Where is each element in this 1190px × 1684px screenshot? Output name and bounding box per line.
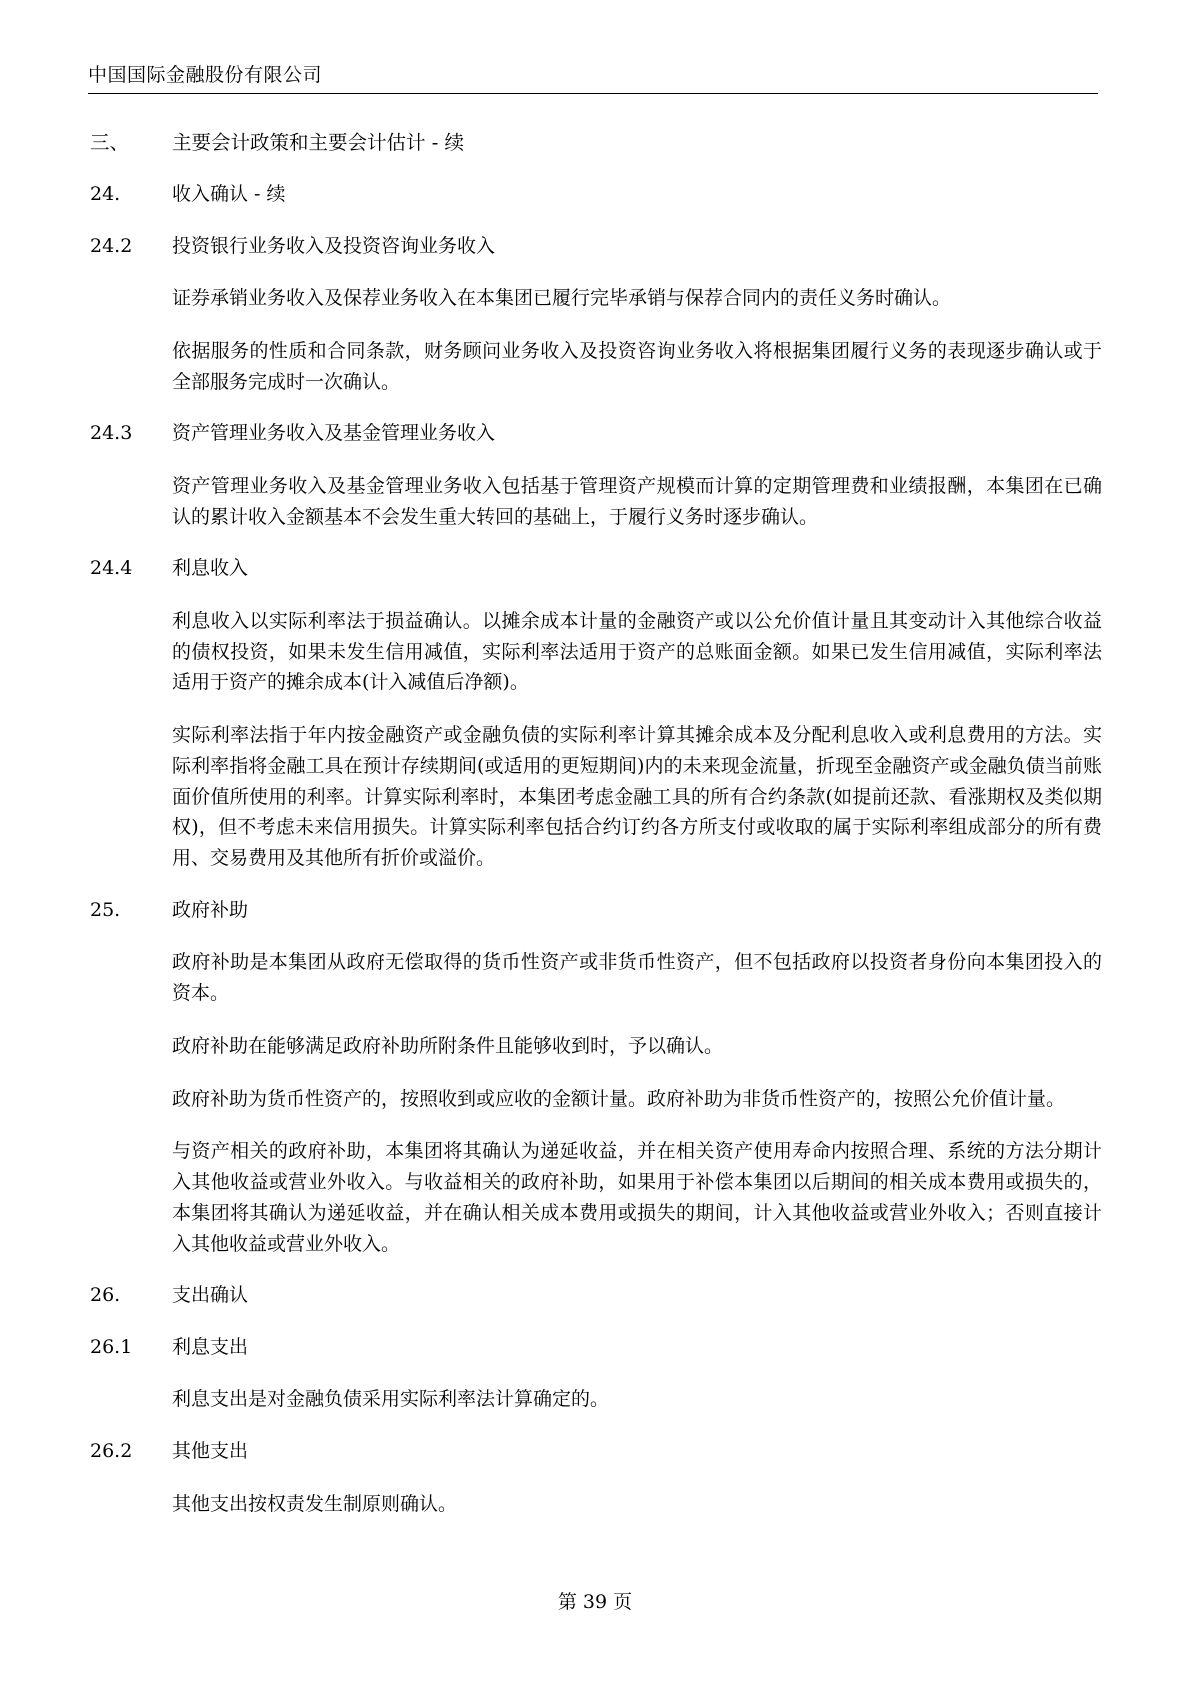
item-title: 其他支出 bbox=[172, 1440, 249, 1463]
item-title: 利息收入 bbox=[172, 557, 249, 580]
item-title: 资产管理业务收入及基金管理业务收入 bbox=[172, 422, 496, 445]
item-heading-24-2 bbox=[90, 232, 1100, 261]
paragraph: 证券承销业务收入及保荐业务收入在本集团已履行完毕承销与保荐合同内的责任义务时确认。 bbox=[172, 287, 952, 310]
item-title: 收入确认 - 续 bbox=[172, 183, 286, 206]
item-heading-25 bbox=[90, 896, 1100, 925]
item-title: 支出确认 bbox=[172, 1284, 249, 1307]
item-heading-24 bbox=[90, 180, 1100, 209]
item-title: 政府补助 bbox=[172, 898, 249, 921]
item-heading-24-3 bbox=[90, 419, 1100, 448]
paragraph: 其他支出按权责发生制原则确认。 bbox=[172, 1492, 458, 1515]
item-number: 24.4 bbox=[90, 557, 133, 580]
header-divider bbox=[88, 93, 1098, 94]
item-number: 26.1 bbox=[90, 1335, 133, 1358]
item-heading-26 bbox=[90, 1281, 1100, 1310]
paragraph: 依据服务的性质和合同条款，财务顾问业务收入及投资咨询业务收入将根据集团履行义务的表现逐步确认或于全部服务完成时一次确认。 bbox=[172, 339, 1102, 393]
item-title: 利息支出 bbox=[172, 1335, 249, 1358]
item-number: 24.3 bbox=[90, 422, 133, 445]
item-title: 投资银行业务收入及投资咨询业务收入 bbox=[172, 234, 496, 257]
paragraph: 与资产相关的政府补助，本集团将其确认为递延收益，并在相关资产使用寿命内按照合理、系统的方法分期计入其他收益或营业外收入。与收益相关的政府补助，如果用于补偿本集团以后期间的相关成本费用或损失的，本集团将其确认为递延收益，并在确认相关成本费用或损失的期间，计入其他收益或营业外收入；否则直接计入其他收益或营业外收入。 bbox=[172, 1140, 1102, 1255]
section-number: 三、 bbox=[90, 131, 130, 154]
page-header-company: 中国国际金融股份有限公司 bbox=[88, 64, 323, 86]
page-number: 第 39 页 bbox=[557, 1591, 633, 1613]
paragraph: 政府补助为货币性资产的，按照收到或应收的金额计量。政府补助为非货币性资产的，按照公允价值计量。 bbox=[172, 1087, 1066, 1110]
item-heading-26-2 bbox=[90, 1437, 1100, 1466]
item-number: 24.2 bbox=[90, 234, 133, 257]
item-number: 24. bbox=[90, 183, 121, 206]
paragraph: 政府补助在能够满足政府补助所附条件且能够收到时，予以确认。 bbox=[172, 1034, 724, 1057]
item-number: 25. bbox=[90, 898, 121, 921]
item-heading-24-4 bbox=[90, 554, 1100, 583]
paragraph: 利息支出是对金融负债采用实际利率法计算确定的。 bbox=[172, 1388, 610, 1411]
paragraph: 政府补助是本集团从政府无偿取得的货币性资产或非货币性资产，但不包括政府以投资者身份向本集团投入的资本。 bbox=[172, 951, 1102, 1005]
paragraph: 资产管理业务收入及基金管理业务收入包括基于管理资产规模而计算的定期管理费和业绩报酬，本集团在已确认的累计收入金额基本不会发生重大转回的基础上，于履行义务时逐步确认。 bbox=[172, 474, 1102, 528]
paragraph: 实际利率法指于年内按金融资产或金融负债的实际利率计算其摊余成本及分配利息收入或利息费用的方法。实际利率指将金融工具在预计存续期间(或适用的更短期间)内的未来现金流量，折现至金融资产或金融负债当前账面价值所使用的利率。计算实际利率时，本集团考虑金融工具的所有合约条款(如提前还款、看涨期权及类似期权)，但不考虑未来信用损失。计算实际利率包括合约订约各方所支付或收取的属于实际利率组成部分的所有费用、交易费用及其他所有折价或溢价。 bbox=[172, 724, 1102, 870]
item-number: 26. bbox=[90, 1284, 121, 1307]
paragraph: 利息收入以实际利率法于损益确认。以摊余成本计量的金融资产或以公允价值计量且其变动计入其他综合收益的债权投资，如果未发生信用减值，实际利率法适用于资产的总账面金额。如果已发生信用减值，实际利率法适用于资产的摊余成本(计入减值后净额)。 bbox=[172, 609, 1102, 694]
section-heading bbox=[90, 128, 1100, 158]
item-number: 26.2 bbox=[90, 1440, 133, 1463]
section-title: 主要会计政策和主要会计估计 - 续 bbox=[172, 131, 464, 154]
item-heading-26-1 bbox=[90, 1333, 1100, 1362]
